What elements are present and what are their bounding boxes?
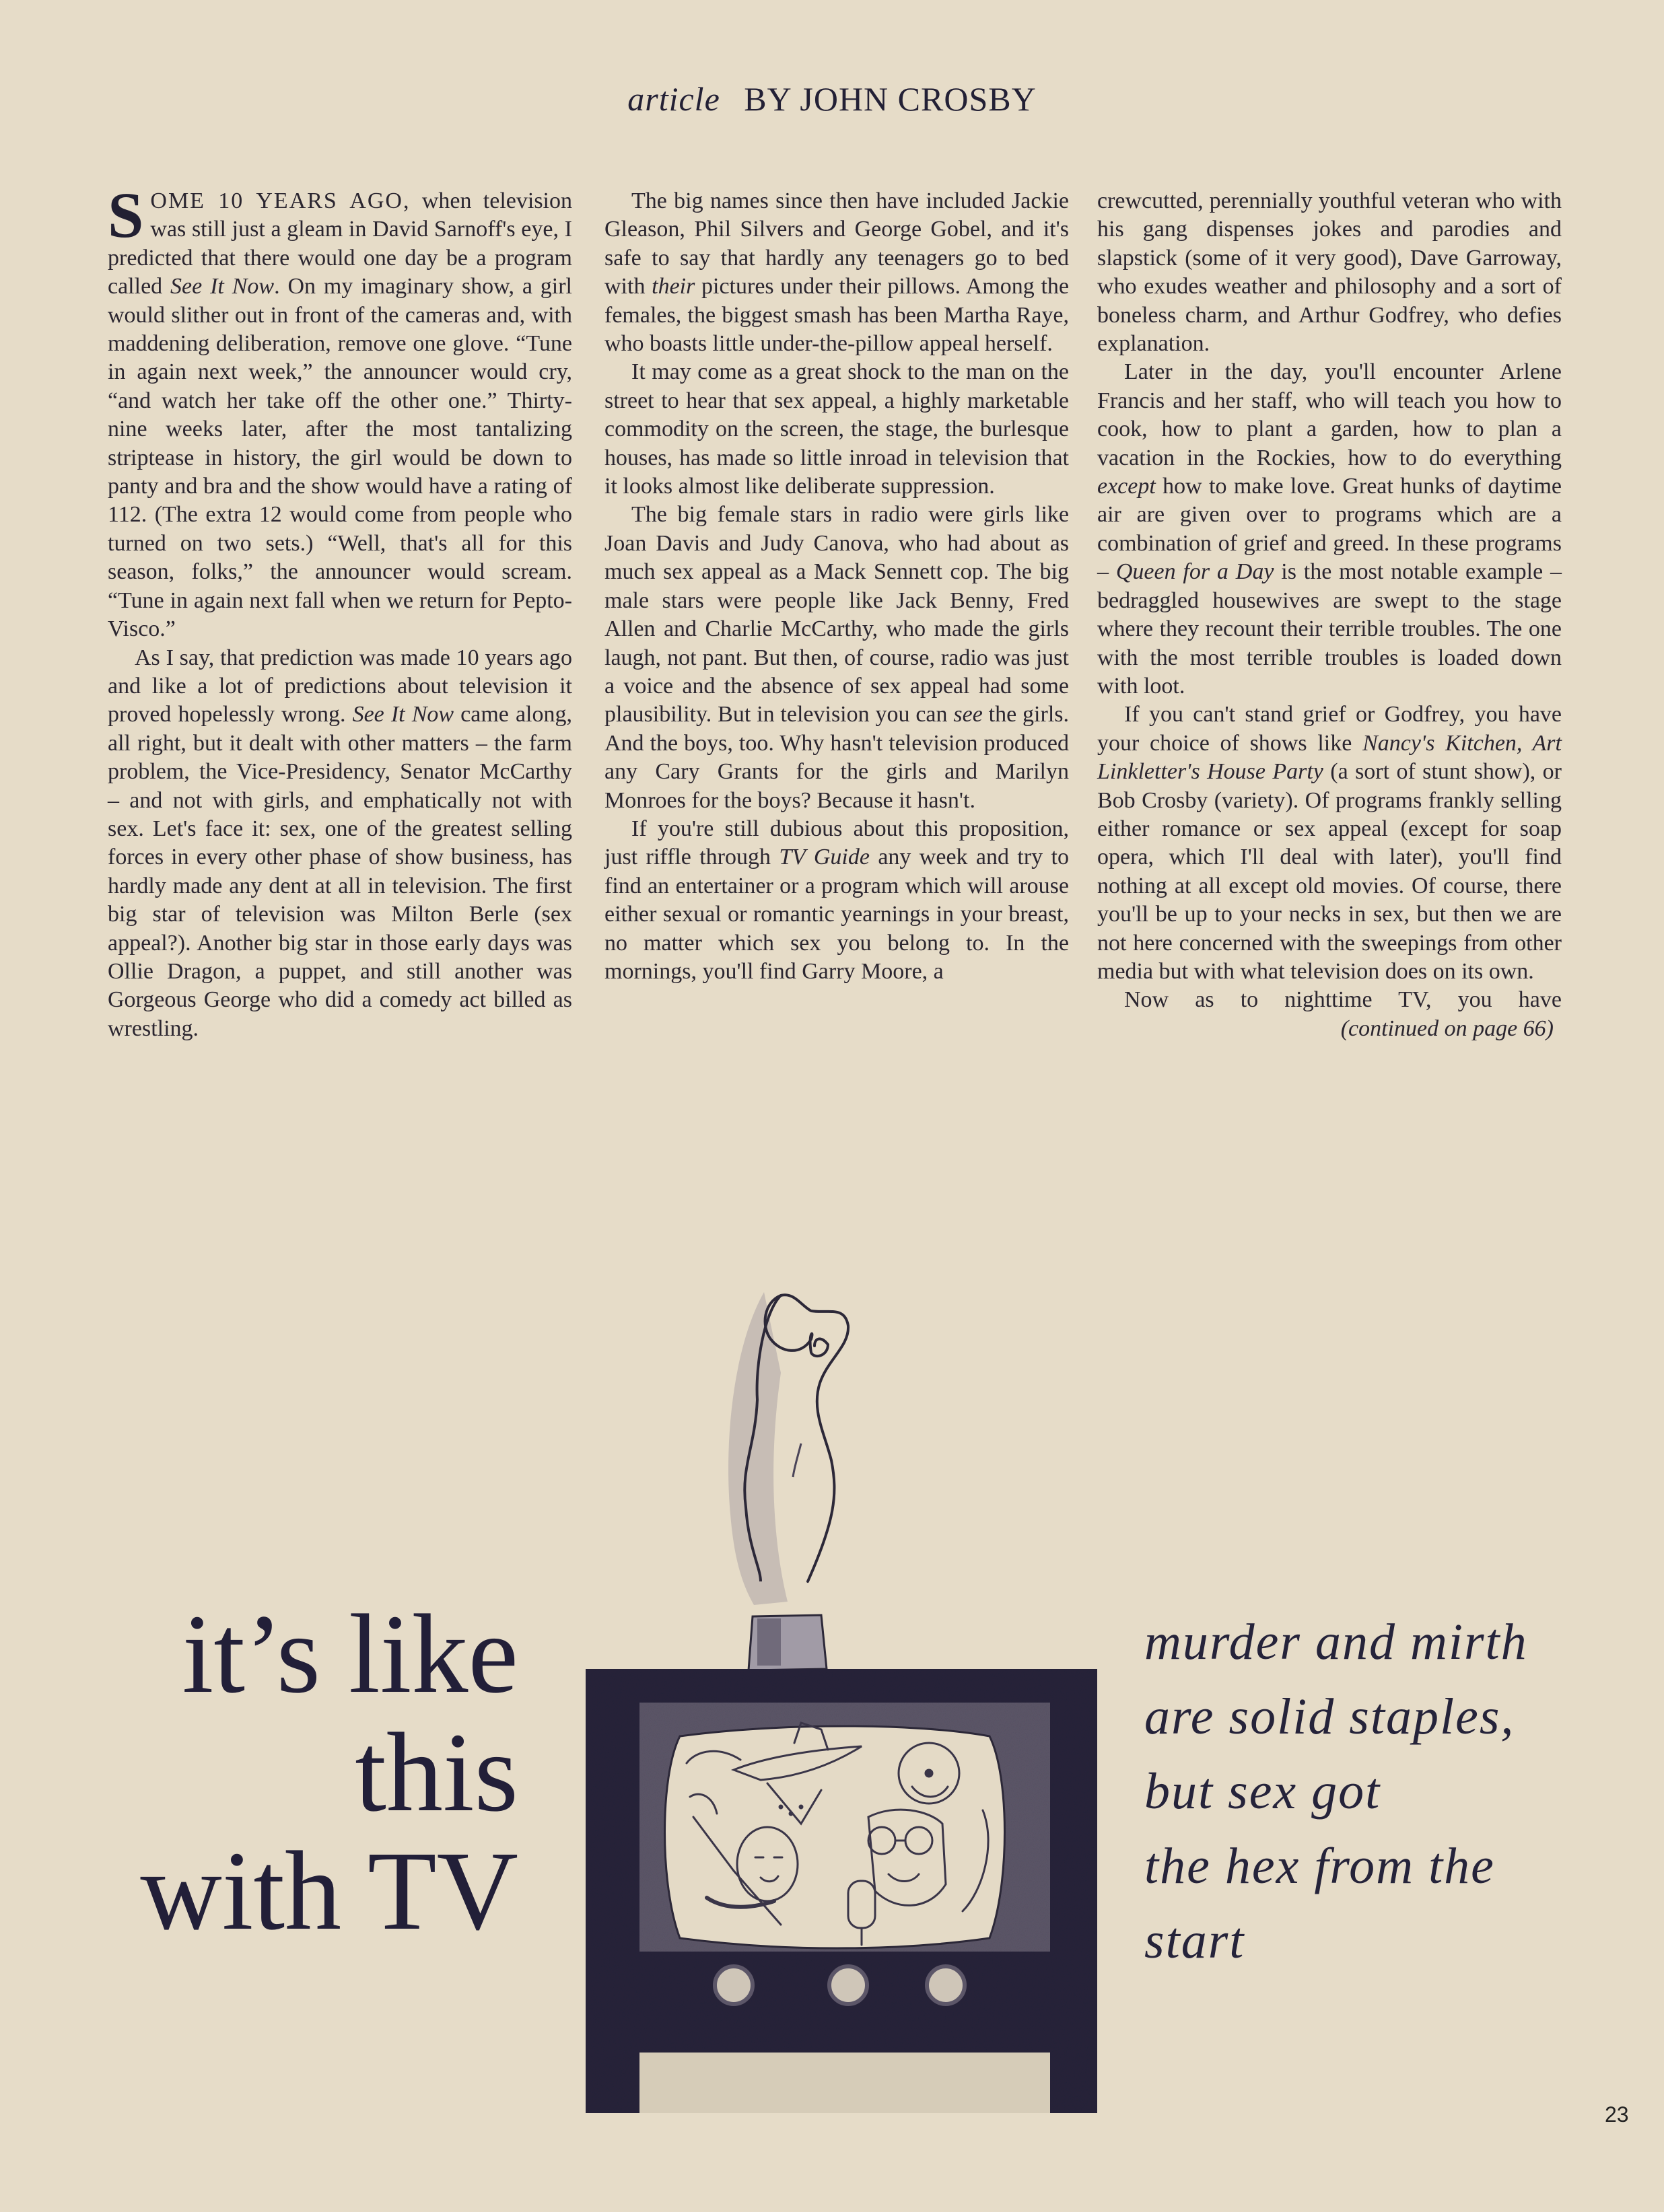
- pull-quote: [1144, 1605, 1616, 1978]
- pull-quote-line: but sex got: [1144, 1763, 1381, 1820]
- paragraph: As I say, that prediction was made 10 years ago and like a lot of predictions about television it proved hopelessly wrong. See It Now came along, all right, but it dealt with other matters – the farm problem, the Vice-Presidency, Senator McCarthy – and not with girls, and emphatically not with sex. Let's face it: sex, one of the greatest selling forces in every other phase of show business, has hardly made any dent at all in television. The first big star of television was Milton Berle (sex appeal?). Another big star in those early days was Ollie Dragon, a puppet, and still another was Gorgeous George who did a comedy act billed as wrestling.: [108, 645, 573, 1041]
- headline-line: with TV: [140, 1828, 518, 1954]
- pull-quote-line: start: [1144, 1913, 1245, 1969]
- article-column-1: [108, 179, 573, 1043]
- television-icon: [579, 1265, 1104, 2113]
- author-byline: BY JOHN CROSBY: [744, 80, 1037, 118]
- drop-cap: S: [108, 179, 144, 251]
- article-column-3: [1097, 187, 1562, 1043]
- byline: [0, 79, 1664, 118]
- lead-in: OME 10 YEARS AGO,: [150, 188, 411, 213]
- continued-link[interactable]: (continued on page 66): [1340, 1015, 1554, 1041]
- paragraph: Later in the day, you'll encounter Arlene Francis and her staff, who will teach you how to cook, how to plant a garden, how to plan a vacation in the Rockies, how to do everything except how to make love. Great hunks of daytime air are given over to programs which are a combination of grief and greed. In these programs – Queen for a Day is the most notable example – bedraggled housewives are swept to the stage where they recount their terrible troubles. The one with the most terrible troubles is loaded down with loot.: [1097, 359, 1562, 699]
- pull-quote-line: murder and mirth: [1144, 1614, 1528, 1670]
- article-column-2: [604, 187, 1069, 986]
- headline-line: this: [355, 1710, 518, 1835]
- paragraph: It may come as a great shock to the man on the street to hear that sex appeal, a highly marketable commodity on the screen, the stage, the burlesque houses, has made so little inroad in television that it looks almost like deliberate suppression.: [604, 359, 1069, 499]
- paragraph: The big female stars in radio were girls like Joan Davis and Judy Canova, who had about as much sex appeal as a Mack Sennett cop. The big male stars were people like Jack Benny, Fred Allen and Charlie McCarthy, who made the girls laugh, not pant. But then, of course, radio was just a voice and the absence of sex appeal had some plausibility. But in television you can see the girls. And the boys, too. Why hasn't television produced any Cary Grants for the girls and Marilyn Monroes for the boys? Because it hasn't.: [604, 502, 1069, 813]
- paragraph: If you can't stand grief or Godfrey, you have your choice of shows like Nancy's Kitchen, Art Linkletter's House Party (a sort of stunt show), or Bob Crosby (variety). Of programs frankly selling either romance or sex appeal (except for soap opera, which I'll deal with later), you'll find nothing at all except old movies. Of course, there you'll be up to your necks in sex, but then we are not here concerned with the sweepings from other media but with what television does on its own.: [1097, 702, 1562, 984]
- page-number: 23: [1605, 2102, 1629, 2127]
- pull-quote-line: the hex from the: [1144, 1838, 1495, 1894]
- tv-illustration: [579, 1265, 1104, 2113]
- paragraph: SOME 10 YEARS AGO, when television was still just a gleam in David Sarnoff's eye, I predicted that there would one day be a program called See It Now. On my imaginary show, a girl would slither out in front of the cameras and, with maddening deliberation, remove one glove. “Tune in again next week,” the announcer would cry, “and watch her take off the other one.” Thirty-nine weeks later, after the most tantalizing striptease in history, the girl would be down to panty and bra and the show would have a rating of 112. (The extra 12 would come from people who turned on two sets.) “Well, that's all for this season, folks,” the announcer would scream. “Tune in again next fall when we return for Pepto-Visco.”: [108, 179, 572, 642]
- paragraph: crewcutted, perennially youthful veteran who with his gang dispenses jokes and parodies and slapstick (some of it very good), Dave Garroway, who exudes weather and philosophy and a sort of boneless charm, and Arthur Godfrey, who defies explanation.: [1097, 188, 1562, 357]
- paragraph: Now as to nighttime TV, you have: [1124, 987, 1562, 1013]
- pull-quote-line: are solid staples,: [1144, 1688, 1515, 1745]
- paragraph: If you're still dubious about this proposition, just riffle through TV Guide any week and try to find an entertainer or a program which will arouse either sexual or romantic yearnings in your breast, no matter which sex you belong to. In the mornings, you'll find Garry Moore, a: [604, 816, 1069, 984]
- headline: [88, 1592, 518, 1954]
- section-kicker: article: [627, 80, 720, 118]
- paragraph: The big names since then have included Jackie Gleason, Phil Silvers and George Gobel, and it's safe to say that hardly any teenagers go to bed with their pictures under their pillows. Among the females, the biggest smash has been Martha Raye, who boasts little under-the-pillow appeal herself.: [604, 188, 1069, 357]
- headline-line: it’s like: [182, 1592, 518, 1717]
